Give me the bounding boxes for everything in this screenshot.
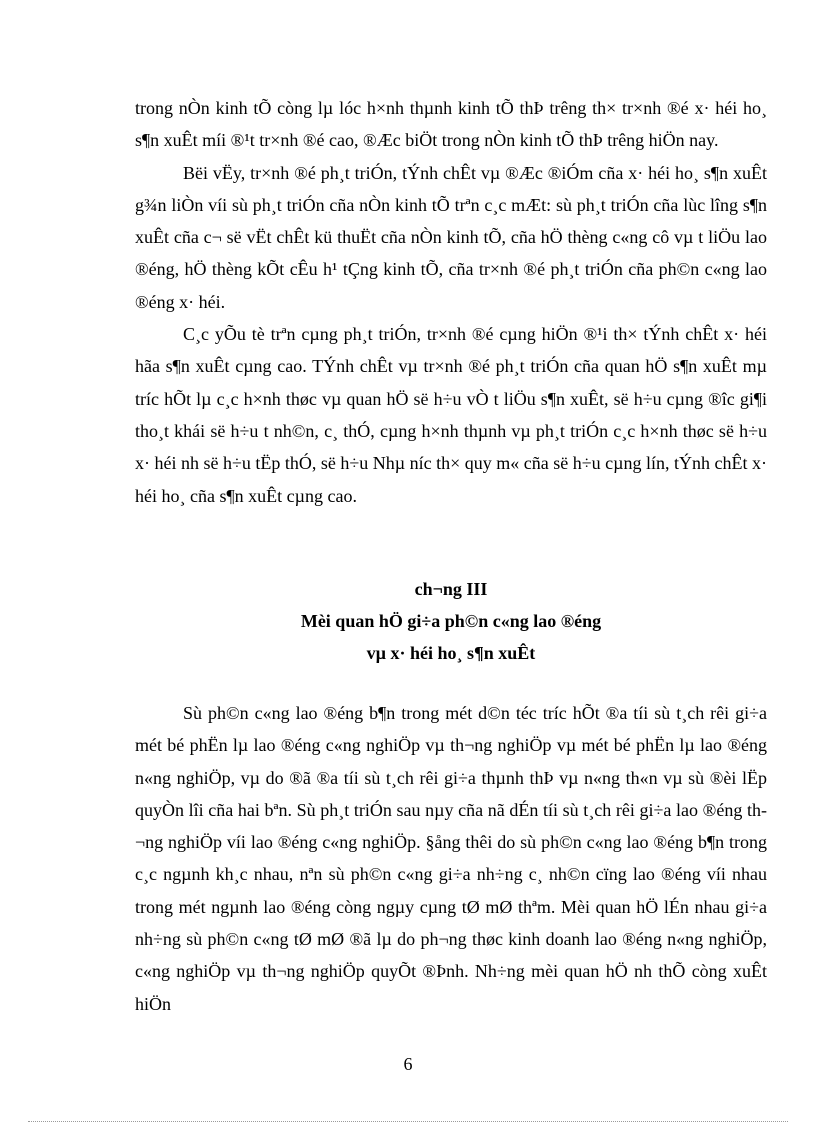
page-number: 6 [403, 1054, 413, 1074]
paragraph: C¸c yÕu tè trªn cµng ph¸t triÓn, tr×nh ®é cµng hiÖn ®¹i th× tÝnh chÊt x· héi hãa s¶n xuÊt cµng cao. TÝnh chÊt vµ tr×nh ®é ph¸t triÓn cña quan hÖ s¶n xuÊt mµ tríc hÕt lµ c¸c h×nh thøc vµ quan hÖ së h÷u vÒ t liÖu s¶n xuÊt, së h÷u cµng ®îc gi¶i tho¸t khái së h÷u t nh©n, c¸ thÓ, cµng h×nh thµnh vµ ph¸t triÓn c¸c h×nh thøc së h÷u x· héi nh së h÷u tËp thÓ, së h÷u Nhµ níc th× quy m« cña së h÷u cµng lín, tÝnh chÊt x· héi ho¸ cña s¶n xuÊt cµng cao. [135, 324, 767, 506]
paragraph-continuation: trong nÒn kinh tÕ còng lµ lóc h×nh thµnh kinh tÕ thÞ trêng th× tr×nh ®é x· héi ho¸ s¶n xuÊt míi ®¹t tr×nh ®é cao, ®Æc biÖt trong nÒn kinh tÕ thÞ trêng hiÖn nay. [135, 98, 767, 151]
page-bottom-divider [28, 1121, 788, 1122]
chapter-heading [135, 573, 767, 669]
paragraph: Sù ph©n c«ng lao ®éng b¶n trong mét d©n téc tríc hÕt ®a tíi sù t¸ch rêi gi÷a mét bé phËn lµ lao ®éng c«ng nghiÖp vµ th¬ng nghiÖp vµ mét bé phËn lµ lao ®éng n«ng nghiÖp, vµ do ®ã ®a tíi sù t¸ch rêi gi÷a thµnh thÞ vµ n«ng th«n vµ sù ®èi lËp quyÒn lîi cña hai bªn. Sù ph¸t triÓn sau nµy cña nã dÉn tíi sù t¸ch rêi gi÷a lao ®éng th¬ng nghiÖp víi lao ®éng c«ng nghiÖp. §ång thêi do sù ph©n c«ng lao ®éng b¶n trong c¸c ngµnh kh¸c nhau, nªn sù ph©n c«ng gi÷a nh÷ng c¸ nh©n cïng lao ®éng víi nhau trong mét ngµnh lao ®éng còng ngµy cµng tØ mØ thªm. Mèi quan hÖ lÉn nhau gi÷a nh÷ng sù ph©n c«ng tØ mØ ®ã lµ do ph¬ng thøc kinh doanh lao ®éng n«ng nghiÖp, c«ng nghiÖp vµ th¬ng nghiÖp quyÕt ®Þnh. Nh÷ng mèi quan hÖ nh thÕ còng xuÊt hiÖn [135, 703, 767, 1014]
body-text-top [135, 92, 767, 512]
paragraph: Bëi vËy, tr×nh ®é ph¸t triÓn, tÝnh chÊt vµ ®Æc ®iÓm cña x· héi ho¸ s¶n xuÊt g¾n liÒn víi sù ph¸t triÓn cña nÒn kinh tÕ trªn c¸c mÆt: sù ph¸t triÓn cña lùc lîng s¶n xuÊt cña c¬ së vËt chÊt kü thuËt cña nÒn kinh tÕ, cña hÖ thèng c«ng cô vµ t liÖu lao ®éng, hÖ thèng kÕt cÊu h¹ tÇng kinh tÕ, cña tr×nh ®é ph¸t triÓn cña ph©n c«ng lao ®éng x· héi. [135, 162, 767, 312]
body-text-bottom [135, 697, 767, 1020]
chapter-title-line-1: Mèi quan hÖ gi÷a ph©n c«ng lao ®éng [300, 611, 602, 631]
chapter-label: ch¬ng III [414, 579, 488, 599]
chapter-title-line-2: vµ x· héi ho¸ s¶n xuÊt [366, 643, 536, 663]
